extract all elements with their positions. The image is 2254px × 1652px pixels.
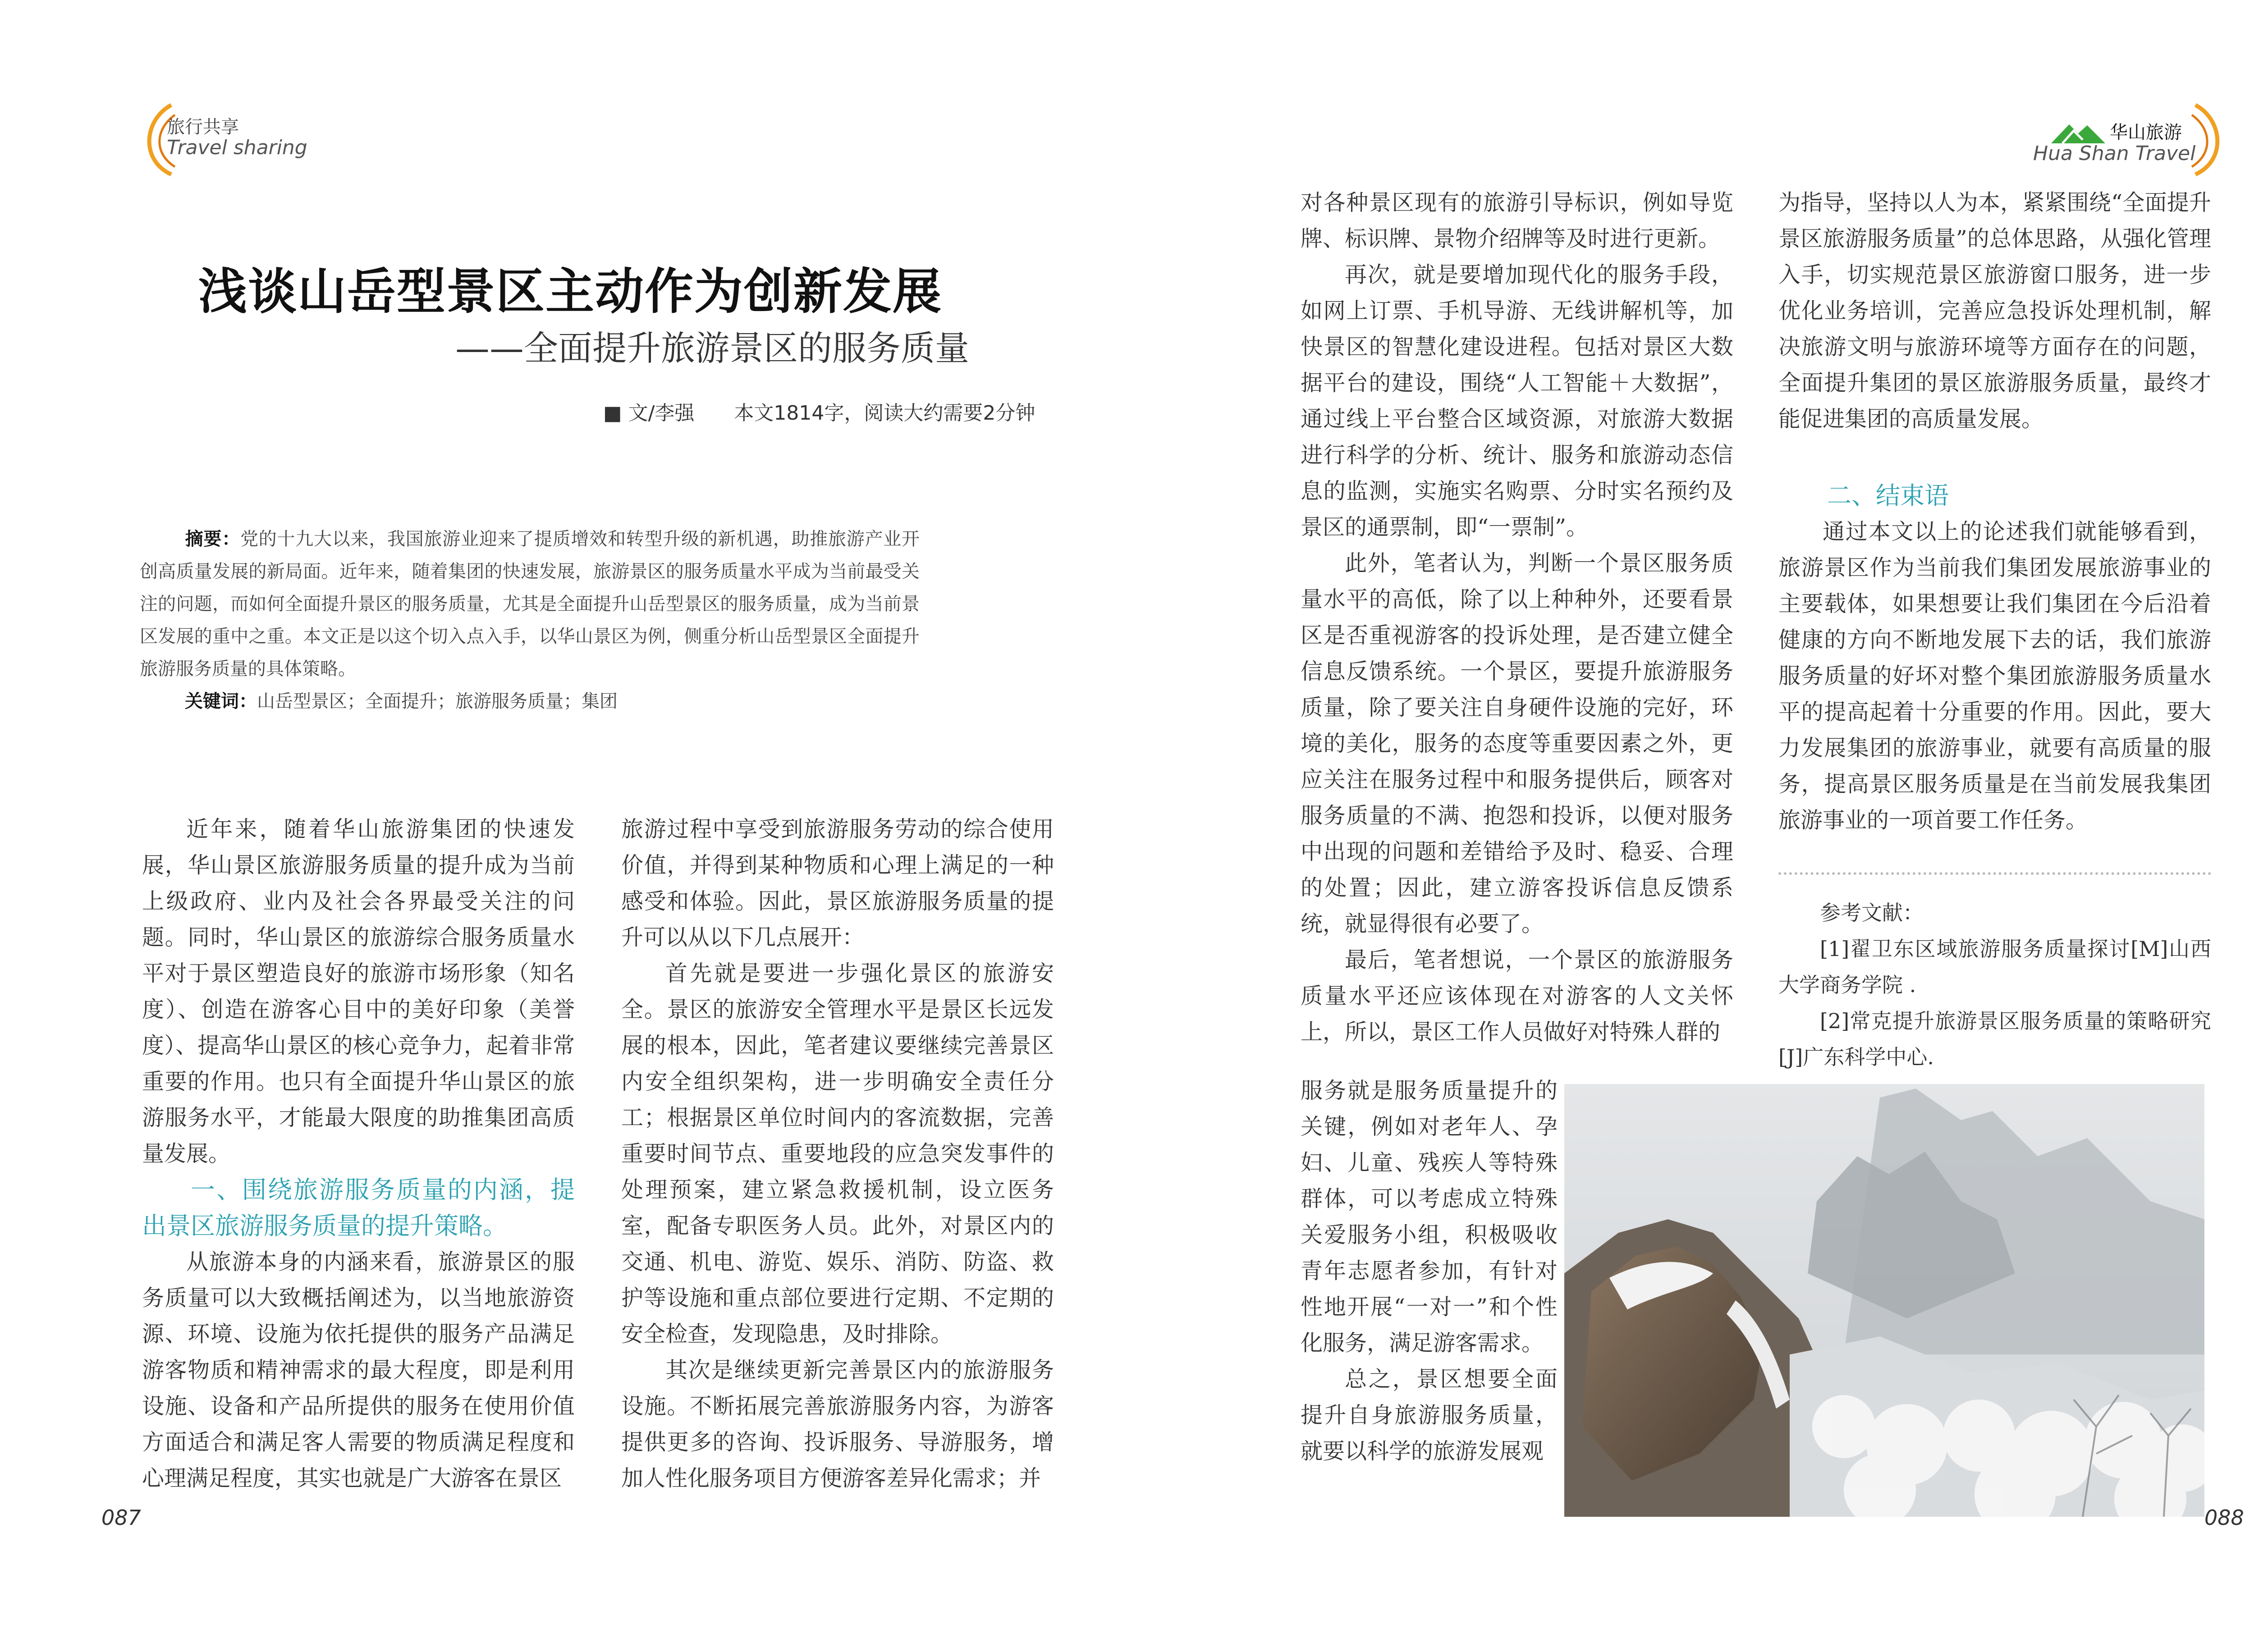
section-heading-1: 一、围绕旅游服务质量的内涵，提出景区旅游服务质量的提升策略。 bbox=[142, 1176, 575, 1240]
article-title: 浅谈山岳型景区主动作为创新发展 bbox=[198, 263, 943, 320]
byline bbox=[603, 397, 1035, 426]
col2-paragraph-1: 旅游过程中享受到旅游服务劳动的综合使用价值，并得到某种物质和心理上满足的一种感受和体验。因此，景区旅游服务质量的提升可以从以下几点展开： bbox=[621, 816, 1054, 950]
reading-time: 本文1814字，阅读大约需要2分钟 bbox=[734, 402, 1035, 425]
author: 文/李强 bbox=[628, 402, 695, 425]
page-number-right: 088 bbox=[2204, 1506, 2244, 1530]
references-title: 参考文献： bbox=[1820, 901, 1924, 925]
header-brand-en: Hua Shan Travel bbox=[2033, 142, 2196, 165]
col3-paragraph-3: 此外，笔者认为，判断一个景区服务质量水平的高低，除了以上种种外，还要看景区是否重视游客的投诉处理，是否建立健全信息反馈系统。一个景区，要提升旅游服务质量，除了要关注自身硬件设施的完好，环境的美化，服务的态度等重要因素之外，更应关注在服务过程中和服务提供后，顾客对服务质量的不满、抱怨和投诉，以便对服务中出现的问题和差错给予及时、稳妥、合理的处置；因此，建立游客投诉信息反馈系统，就显得很有必要了。 bbox=[1301, 550, 1733, 937]
snowy-mountain-photo bbox=[1564, 1084, 2204, 1517]
references bbox=[1778, 895, 2211, 1075]
byline-mark: ■ bbox=[603, 402, 622, 425]
column-3 bbox=[1301, 185, 1733, 1050]
abstract bbox=[140, 523, 920, 718]
section-heading-2: 二、结束语 bbox=[1827, 481, 1949, 510]
abstract-label: 摘要： bbox=[185, 528, 240, 549]
abstract-text: 党的十九大以来，我国旅游业迎来了提质增效和转型升级的新机遇，助推旅游产业开创高质量发展的新局面。近年来，随着集团的快速发展，旅游景区的服务质量水平成为当前最受关注的问题，而如何全面提升景区的服务质量，尤其是全面提升山岳型景区的服务质量，成为当前景区发展的重中之重。本文正是以这个切入点入手，以华山景区为例，侧重分析山岳型景区全面提升旅游服务质量的具体策略。 bbox=[140, 529, 920, 679]
header-arc-right-icon bbox=[2191, 101, 2231, 178]
keywords-label: 关键词： bbox=[185, 691, 257, 712]
col1-paragraph-2: 从旅游本身的内涵来看，旅游景区的服务质量可以大致概括阐述为，以当地旅游资源、环境、设施为依托提供的服务产品满足游客物质和精神需求的最大程度，即是利用设施、设备和产品所提供的服务在使用价值方面适合和满足客人需要的物质满足程度和心理满足程度，其实也就是广大游客在景区 bbox=[142, 1249, 575, 1491]
column-1 bbox=[142, 811, 575, 1496]
col1-paragraph-1: 近年来，随着华山旅游集团的快速发展，华山景区旅游服务质量的提升成为当前上级政府、业内及社会各界最受关注的问题。同时，华山景区的旅游综合服务质量水平对于景区塑造良好的旅游市场形象（知名度）、创造在游客心目中的美好印象（美誉度）、提高华山景区的核心竞争力，起着非常重要的作用。也只有全面提升华山景区的旅游服务水平，才能最大限度的助推集团高质量发展。 bbox=[142, 816, 575, 1167]
col2-paragraph-3: 其次是继续更新完善景区内的旅游服务设施。不断拓展完善旅游服务内容，为游客提供更多的咨询、投诉服务、导游服务，增加人性化服务项目方便游客差异化需求；并 bbox=[621, 1357, 1054, 1491]
col3-paragraph-4: 最后，笔者想说，一个景区的旅游服务质量水平还应该体现在对游客的人文关怀上，所以，景区工作人员做好对特殊人群的 bbox=[1301, 947, 1733, 1045]
reference-1: [1]翟卫东区域旅游服务质量探讨[M]山西大学商务学院 . bbox=[1778, 937, 2211, 997]
col3-paragraph-5: 总之，景区想要全面提升自身旅游服务质量，就要以科学的旅游发展观 bbox=[1301, 1366, 1558, 1464]
divider bbox=[1778, 872, 2211, 875]
reference-2: [2]常克提升旅游景区服务质量的策略研究[J]广东科学中心. bbox=[1778, 1009, 2211, 1069]
col3-paragraph-1: 对各种景区现有的旅游引导标识，例如导览牌、标识牌、景物介绍牌等及时进行更新。 bbox=[1301, 190, 1733, 252]
header-brand-cn: 华山旅游 bbox=[2110, 122, 2182, 143]
article-subtitle: ——全面提升旅游景区的服务质量 bbox=[455, 328, 969, 368]
column-3-narrow bbox=[1301, 1073, 1558, 1469]
header-section-cn: 旅行共享 bbox=[167, 117, 239, 137]
column-2 bbox=[621, 811, 1054, 1496]
col2-paragraph-2: 首先就是要进一步强化景区的旅游安全。景区的旅游安全管理水平是景区长远发展的根本，因此，笔者建议要继续完善景区内安全组织架构，进一步明确安全责任分工；根据景区单位时间内的客流数据，完善重要时间节点、重要地段的应急突发事件的处理预案，建立紧急救援机制，设立医务室，配备专职医务人员。此外，对景区内的交通、机电、游览、娱乐、消防、防盗、救护等设施和重点部位要进行定期、不定期的安全检查，发现隐患，及时排除。 bbox=[621, 961, 1054, 1347]
keywords-text: 山岳型景区；全面提升；旅游服务质量；集团 bbox=[257, 691, 618, 712]
col4-paragraph-1: 为指导，坚持以人为本，紧紧围绕“全面提升景区旅游服务质量”的总体思路，从强化管理入手，切实规范景区旅游窗口服务，进一步优化业务培训，完善应急投诉处理机制，解决旅游文明与旅游环境等方面存在的问题，全面提升集团的景区旅游服务质量，最终才能促进集团的高质量发展。 bbox=[1778, 190, 2211, 432]
header-section-en: Travel sharing bbox=[167, 136, 307, 159]
page-number-left: 087 bbox=[101, 1506, 141, 1530]
col4-paragraph-2: 通过本文以上的论述我们就能够看到，旅游景区作为当前我们集团发展旅游事业的主要载体，如果想要让我们集团在今后沿着健康的方向不断地发展下去的话，我们旅游服务质量的好坏对整个集团旅游服务质量水平的提高起着十分重要的作用。因此，要大力发展集团的旅游事业，就要有高质量的服务，提高景区服务质量是在当前发展我集团旅游事业的一项首要工作任务。 bbox=[1778, 519, 2211, 833]
column-4 bbox=[1778, 185, 2211, 838]
col3-paragraph-4b: 服务就是服务质量提升的关键，例如对老年人、孕妇、儿童、残疾人等特殊群体，可以考虑成立特殊关爱服务小组，积极吸收青年志愿者参加，有针对性地开展“一对一”和个性化服务，满足游客需求。 bbox=[1301, 1078, 1558, 1356]
col3-paragraph-2: 再次，就是要增加现代化的服务手段，如网上订票、手机导游、无线讲解机等，加快景区的智慧化建设进程。包括对景区大数据平台的建设，围绕“人工智能＋大数据”，通过线上平台整合区域资源，对旅游大数据进行科学的分析、统计、服务和旅游动态信息的监测，实施实名购票、分时实名预约及景区的通票制，即“一票制”。 bbox=[1301, 262, 1733, 540]
